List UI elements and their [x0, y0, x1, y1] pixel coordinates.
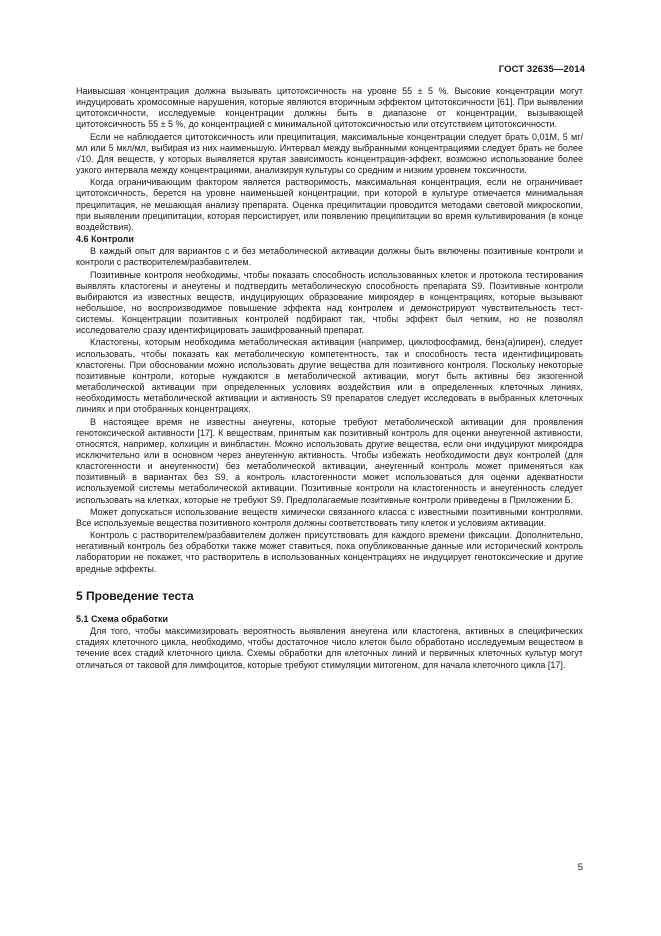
paragraph: Может допускаться использование веществ химически связанного класса с известными позитивными контролями. Все используемые вещества позитивного контроля должны соответствовать типу клеток и условиям активации. — [76, 506, 583, 528]
paragraph: Когда ограничивающим фактором является растворимость, максимальная концентрация, если не ограничивает цитотоксичность, берется на уровне наименьшей концентрации, при которой в культуре отмечается минимальная преципитация, не мешающая анализу препарата. Оценка преципитации проводится методами световой микроскопии, при выявлении преципитации, которая персистирует, или появлению преципитации во время культивирования (в конце воздействия). — [76, 177, 583, 232]
paragraph: Если не наблюдается цитотоксичность или преципитация, максимальные концентрации следует брать 0,01М, 5 мг/мл или 5 мкл/мл, выбирая из них наименьшую. Интервал между выбранными концентрациями следует брать не более √10. Для веществ, у которых выявляется крутая зависимость концентрация-эффект, возможно использование более узкого интервала между концентрациями, анализируя культуры со средним и низким уровнем токсичности. — [76, 131, 583, 176]
paragraph: Для того, чтобы максимизировать вероятность выявления анеугена или кластогена, активных в специфических стадиях клеточного цикла, необходимо, чтобы достаточное число клеток было обработано исследуемым веществом в течение всех стадий клеточного цикла. Схемы обработки для клеточных линий и первичных клеточных культур могут отличаться от таковой для лимфоцитов, которые требуют стимуляции митогеном, для начала клеточного цикла [17]. — [76, 626, 583, 670]
section-heading: 5 Проведение теста — [76, 588, 194, 603]
subsection-heading-controls: 4.6 Контроли — [76, 234, 134, 245]
paragraph: Наивысшая концентрация должна вызывать цитотоксичность на уровне 55 ± 5 %. Высокие концентрации могут индуцировать хромосомные нарушения, которые являются вторичным эффектом цитотоксичности [61]. При выявлении цитотоксичности, исследуемые концентрации должны быть в диапазоне от концентрации, вызывающей цитотоксичность 55 ± 5 %, до концентрацией с минимальной цитотоксичностью или отсутствием цитотоксичности. — [76, 86, 583, 130]
document-header: ГОСТ 32635—2014 — [498, 64, 585, 75]
paragraph: Кластогены, которым необходима метаболическая активация (например, циклофосфамид, бенз(а)пирен), следует использовать, чтобы показать как метаболическую компетентность, так и способность теста идентифицировать кластогены. При обосновании можно использовать другие вещества для позитивного контроля. Поскольку некоторые позитивные контроли, которые нуждаются в метаболической активации, могут быть активны без экзогенной метаболической активации при определенных условиях воздействия или в определенных клеточных линиях, необходимость метаболической активации и активность S9 препаратов следует исследовать в выбранных клеточных линиях и при отобранных концентрациях. — [76, 337, 583, 415]
paragraph: В настоящее время не известны анеугены, которые требуют метаболической активации для проявления генотоксической активности [17]. К веществам, принятым как позитивный контроль для оценки анеугенной активности, относятся, например, колхицин и винбластин. Можно использовать другие вещества, если они индуцируют микроядра исключительно или в основном через анеугенную активность. Чтобы избежать необходимости двух контролей (для кластогенности и анеугенности) без метаболической активации, анеугенный контроль может применяться как позитивный в вариантах без S9, а контроль кластогенности может использоваться для оценки адекватности используемой системы метаболической активации. Позитивные контроли на кластогенность и анеугенность следует использовать на клетках, которые не требуют S9. Предполагаемые позитивные контроли приведены в Приложении Б. — [76, 416, 583, 505]
paragraph: Контроль с растворителем/разбавителем должен присутствовать для каждого времени фиксации. Дополнительно, негативный контроль без обработки также может ставиться, пока опубликованные данные или исторический контроль лаборатории не покажет, что растворитель в использованных концентрациях не индуцирует генотоксические и другие вредные эффекты. — [76, 530, 583, 574]
paragraph: В каждый опыт для вариантов с и без метаболической активации должны быть включены позитивные контроли и контроли с растворителем/разбавителем. — [76, 246, 583, 268]
page-body — [76, 86, 583, 672]
subsection-heading-scheme: 5.1 Схема обработки — [76, 613, 169, 624]
paragraph: Позитивные контроля необходимы, чтобы показать способность использованных клеток и протокола тестирования выявлять кластогены и анеугены и подтвердить метаболическую способность препарата S9. Позитивные контроли выбираются из известных веществ, индуцирующих образование микроядер в концентрациях, которые вызывают небольшое, но воспроизводимое повышение эффекта над контролем и демонстрируют чувствительность тест-системы. Концентрации позитивных контролей подбирают так, чтобы эффект был четким, но не позволял исследователю сразу идентифицировать зашифрованный препарат. — [76, 269, 583, 336]
page-number: 5 — [577, 862, 583, 873]
